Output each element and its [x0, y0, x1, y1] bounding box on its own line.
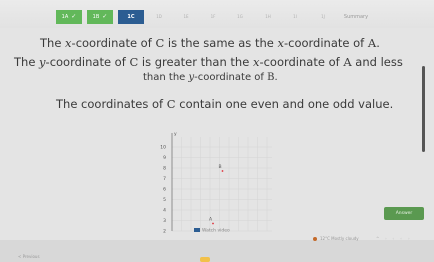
answer-button[interactable]: Answer: [384, 207, 424, 220]
tab-summary[interactable]: [338, 10, 374, 24]
clue-line-1: The x-coordinate of C is the same as the x-coordinate of A.: [40, 36, 380, 50]
weather-text: 12°C Mostly cloudy: [320, 236, 359, 241]
tab-1c[interactable]: [118, 10, 144, 24]
plotted-points: [209, 164, 223, 224]
tab-1a[interactable]: [56, 10, 82, 24]
tab-1j[interactable]: [311, 10, 335, 24]
clue-line-2: The y-coordinate of C is greater than the x-coordinate of A and less: [14, 55, 403, 69]
tab-label: 1C: [127, 14, 135, 20]
tab-label: Summary: [343, 14, 369, 20]
clue-line-3: than the y-coordinate of B.: [143, 72, 278, 83]
y-tick-label: 5: [163, 198, 166, 203]
watch-video-link[interactable]: Watch video: [194, 228, 230, 234]
y-tick-label: 4: [163, 208, 166, 214]
tab-label: 1D: [156, 14, 162, 19]
tab-label: 1F: [210, 14, 216, 19]
y-tick-label: 8: [163, 166, 166, 172]
y-tick-label: 3: [163, 219, 166, 224]
tab-1b[interactable]: [87, 10, 113, 24]
coordinate-grid: [150, 127, 280, 237]
clue-line-4: The coordinates of C contain one even and one odd value.: [56, 97, 394, 111]
tab-1g[interactable]: [228, 10, 252, 24]
tab-1f[interactable]: [201, 10, 225, 24]
point-b-label: B: [218, 165, 222, 170]
y-tick-label: 10: [160, 145, 166, 151]
tab-label: 1H: [265, 14, 271, 19]
taskbar-app-icon: [200, 257, 210, 262]
point-a-label: A: [209, 217, 213, 223]
tab-label: 1A: [61, 14, 69, 20]
tab-label: 1B: [92, 14, 100, 20]
grid-lines: [172, 137, 272, 231]
scrollbar[interactable]: [422, 66, 425, 152]
y-tick-labels: [160, 145, 166, 235]
taskbar: [0, 240, 434, 262]
tab-1i[interactable]: [283, 10, 307, 24]
check-icon: ✓: [102, 13, 108, 20]
tab-label: 1J: [321, 14, 325, 19]
point-a-marker: [212, 223, 214, 225]
y-tick-label: 9: [163, 156, 166, 161]
check-icon: ✓: [71, 13, 77, 20]
tab-label: 1G: [237, 14, 243, 19]
tab-label: 1E: [183, 14, 189, 19]
weather-icon: [313, 237, 317, 241]
point-b-marker: [222, 170, 224, 172]
system-tray-icons: ^ ◦ ◦ ◦ ◦: [376, 236, 412, 241]
tab-1e[interactable]: [174, 10, 198, 24]
previous-button[interactable]: < Previous: [18, 254, 40, 259]
tab-label: 1I: [293, 14, 297, 19]
tab-1h[interactable]: [256, 10, 280, 24]
y-tick-label: 7: [163, 177, 166, 182]
y-axis-label: y: [174, 132, 177, 137]
y-tick-label: 6: [163, 187, 166, 193]
video-camera-icon: [194, 228, 200, 232]
tab-1d[interactable]: [147, 10, 171, 24]
y-tick-label: 2: [163, 229, 166, 235]
